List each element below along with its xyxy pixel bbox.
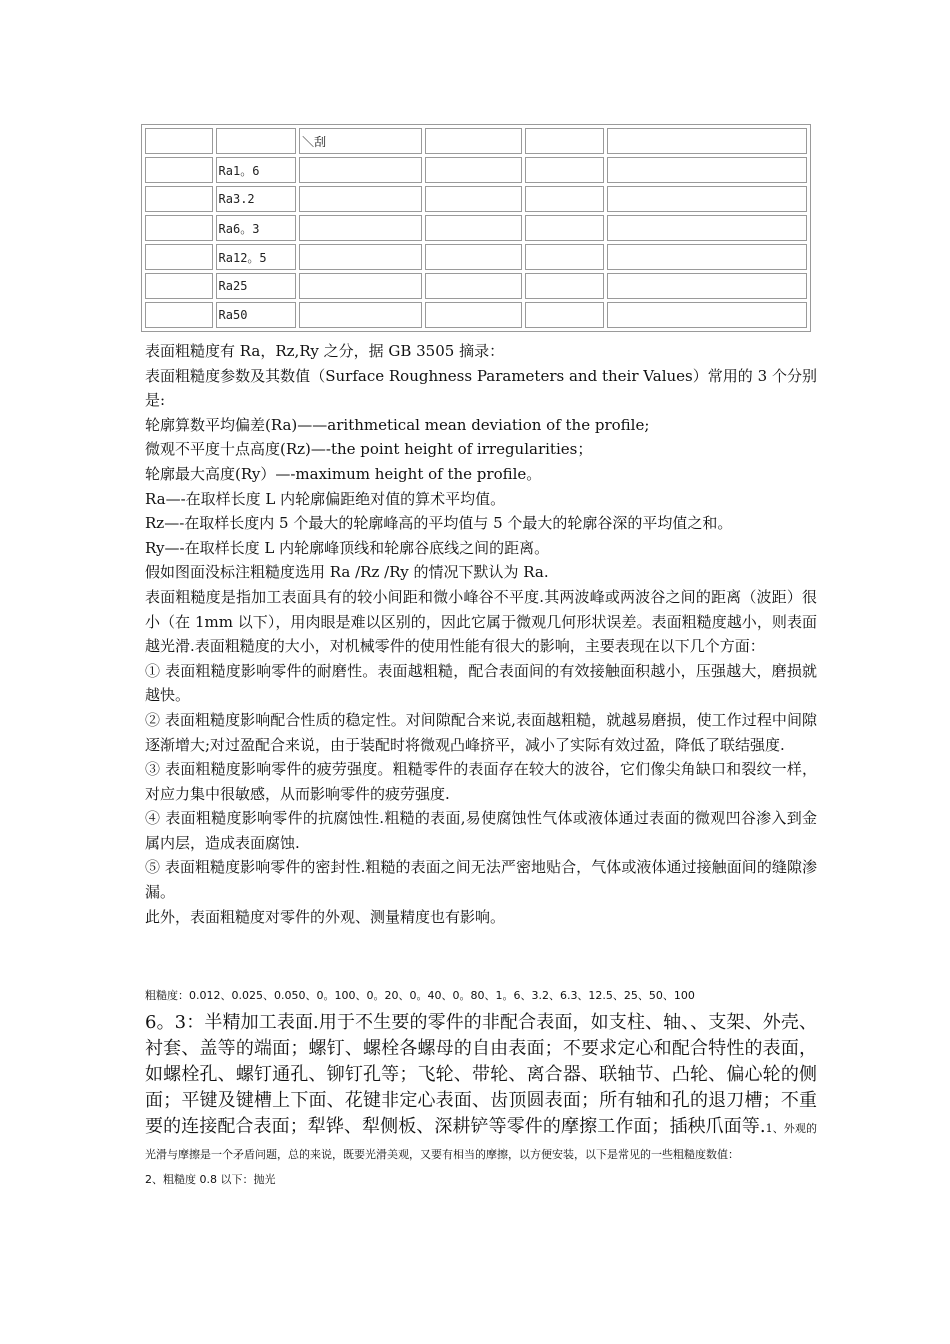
table-cell: Ra25 — [216, 273, 297, 299]
table-cell — [145, 186, 213, 212]
table-cell — [525, 273, 605, 299]
table-cell — [299, 244, 422, 270]
table-cell — [525, 302, 605, 328]
table-cell — [607, 244, 807, 270]
paragraph-other: 此外，表面粗糙度对零件的外观、测量精度也有影响。 — [145, 907, 506, 926]
table-cell — [145, 273, 213, 299]
paragraph-ra-def: 轮廓算数平均偏差(Ra)——arithmetical mean deviation of the profile; — [145, 415, 650, 434]
table-cell — [607, 215, 807, 241]
table-cell — [145, 215, 213, 241]
table-cell — [525, 215, 605, 241]
table-row — [145, 302, 807, 328]
table-cell — [425, 186, 522, 212]
table-cell: Ra6。3 — [216, 215, 297, 241]
paragraph-ra-desc: Ra—-在取样长度 L 内轮廓偏距绝对值的算术平均值。 — [145, 489, 506, 508]
table-cell — [299, 302, 422, 328]
table-cell — [607, 157, 807, 183]
table-row — [145, 215, 807, 241]
body-text — [145, 339, 817, 929]
table-row — [145, 186, 807, 212]
roughness-table-body — [145, 128, 807, 328]
table-cell — [607, 273, 807, 299]
table-cell — [299, 273, 422, 299]
roughness-values-line: 粗糙度：0.012、0.025、0.050、0。100、0。20、0。40、0。80、1。6、3.2、6.3、12.5、25、50、100 — [145, 989, 695, 1002]
table-cell — [425, 273, 522, 299]
paragraph-wear: ① 表面粗糙度影响零件的耐磨性。表面越粗糙，配合表面间的有效接触面积越小，压强越大，磨损就越快。 — [145, 661, 817, 705]
table-cell: Ra50 — [216, 302, 297, 328]
table-cell — [145, 157, 213, 183]
paragraph-corrosion: ④ 表面粗糙度影响零件的抗腐蚀性.粗糙的表面,易使腐蚀性气体或液体通过表面的微观凹谷渗入到金属内层，造成表面腐蚀. — [145, 809, 817, 852]
table-row — [145, 244, 807, 270]
table-cell — [525, 157, 605, 183]
table-cell — [525, 186, 605, 212]
table-cell — [299, 215, 422, 241]
table-cell — [607, 186, 807, 212]
paragraph-fatigue: ③ 表面粗糙度影响零件的疲劳强度。粗糙零件的表面存在较大的波谷，它们像尖角缺口和裂纹一样，对应力集中很敏感，从而影响零件的疲劳强度. — [145, 760, 817, 803]
paragraph-rz-def: 微观不平度十点高度(Rz)—-the point height of irregularities； — [145, 440, 593, 459]
paragraph-default: 假如图面没标注粗糙度选用 Ra /Rz /Ry 的情况下默认为 Ra. — [145, 563, 549, 582]
table-cell: Ra3.2 — [216, 186, 297, 212]
table-cell — [299, 186, 422, 212]
paragraph-params: 表面粗糙度参数及其数值（Surface Roughness Parameters and their Values）常用的 3 个分别是: — [145, 366, 817, 410]
note-2-text: 2、粗糙度 0.8 以下：抛光 — [145, 1173, 276, 1186]
paragraph-ry-desc: Ry—-在取样长度 L 内轮廓峰顶线和轮廓谷底线之间的距离。 — [145, 538, 550, 557]
table-cell — [145, 302, 213, 328]
roughness-table — [141, 124, 811, 332]
table-cell — [216, 128, 297, 154]
table-cell — [607, 302, 807, 328]
table-cell — [425, 302, 522, 328]
paragraph-rz-desc: Rz—-在取样长度内 5 个最大的轮廓峰高的平均值与 5 个最大的轮廓谷深的平均值之和。 — [145, 514, 733, 533]
table-cell — [525, 244, 605, 270]
table-cell — [299, 157, 422, 183]
values-block — [145, 986, 817, 1006]
table-row — [145, 128, 807, 154]
table-row — [145, 273, 807, 299]
section-63-paragraph — [145, 1010, 817, 1166]
note-1-text: 1、外观的光滑与摩擦是一个矛盾问题，总的来说，既要光滑美观，又要有相当的摩擦，以方便安装，以下是常见的一些粗糙度数值： — [145, 1122, 818, 1161]
table-cell — [425, 244, 522, 270]
paragraph-sealing: ⑤ 表面粗糙度影响零件的密封性.粗糙的表面之间无法严密地贴合，气体或液体通过接触面间的缝隙渗漏。 — [145, 858, 817, 902]
table-cell — [145, 244, 213, 270]
paragraph-intro: 表面粗糙度有 Ra，Rz,Ry 之分，据 GB 3505 摘录： — [145, 342, 505, 360]
table-cell: Ra12。5 — [216, 244, 297, 270]
table-cell — [425, 128, 522, 154]
table-cell — [425, 157, 522, 183]
section-63-block — [145, 1010, 817, 1190]
table-cell — [525, 128, 605, 154]
paragraph-definition: 表面粗糙度是指加工表面具有的较小间距和微小峰谷不平度.其两波峰或两波谷之间的距离（波距）很小（在 1mm 以下），用肉眼是难以区别的，因此它属于微观几何形状误差。表面粗糙度越小，则表面越光滑.表面粗糙度的大小，对机械零件的使用性能有很大的影响，主要表现在以下几个方面： — [145, 587, 817, 656]
table-cell: Ra1。6 — [216, 157, 297, 183]
table-cell: ＼刮 — [299, 128, 422, 154]
table-cell — [607, 128, 807, 154]
paragraph-ry-def: 轮廓最大高度(Ry）—-maximum height of the profile。 — [145, 464, 542, 483]
table-cell — [425, 215, 522, 241]
paragraph-fit: ② 表面粗糙度影响配合性质的稳定性。对间隙配合来说,表面越粗糙，就越易磨损，使工作过程中间隙逐渐增大;对过盈配合来说，由于装配时将微观凸峰挤平，减小了实际有效过盈，降低了联结强度. — [145, 710, 817, 754]
table-row — [145, 157, 807, 183]
section-63-text: 6。3：半精加工表面.用于不生要的零件的非配合表面，如支柱、轴、、支架、外壳、衬套、盖等的端面；螺钉、螺栓各螺母的自由表面；不要求定心和配合特性的表面，如螺栓孔、螺钉通孔、铆钉孔等；飞轮、带轮、离合器、联轴节、凸轮、偏心轮的侧面；平键及键槽上下面、花键非定心表面、齿顶圆表面；所有轴和孔的退刀槽；不重要的连接配合表面；犁铧、犁侧板、深耕铲等零件的摩擦工作面；插秧爪面等. — [145, 1012, 817, 1137]
table-cell — [145, 128, 213, 154]
